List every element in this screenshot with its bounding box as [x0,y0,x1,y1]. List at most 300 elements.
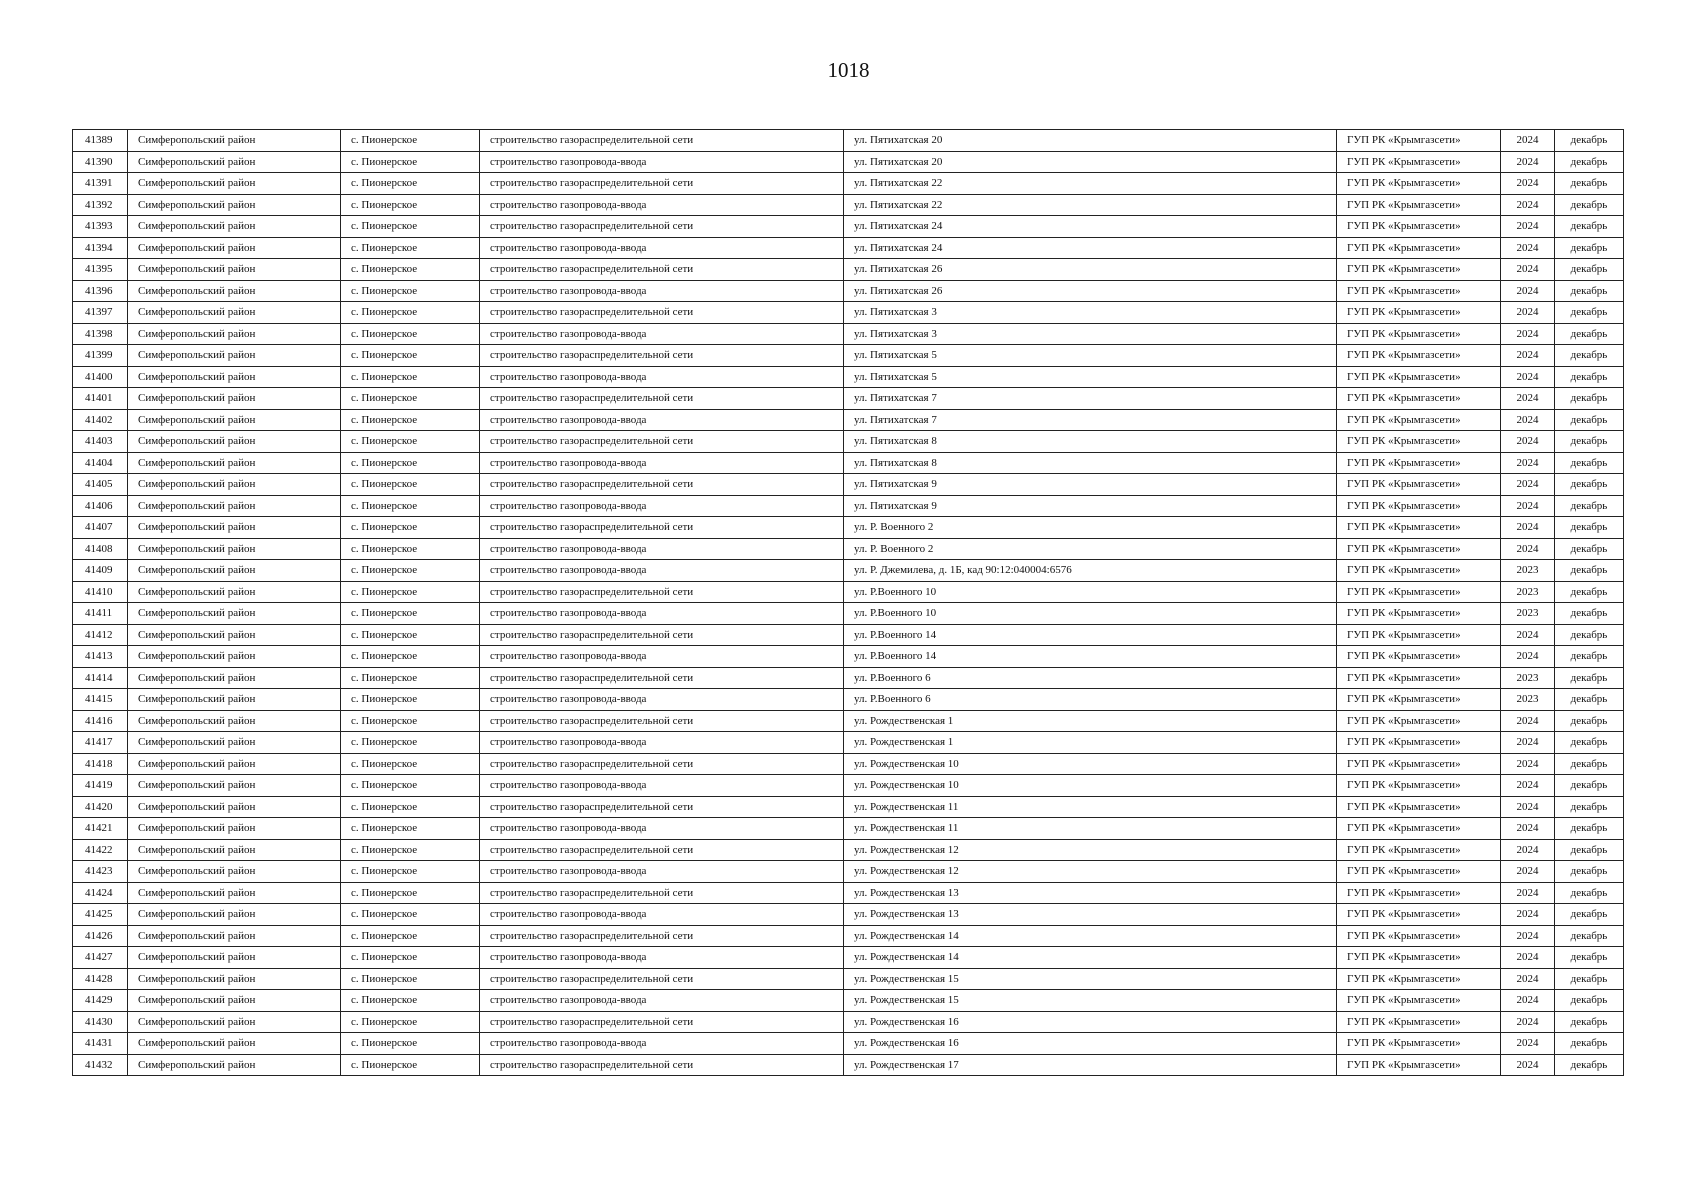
work-type-cell: строительство газораспределительной сети [480,882,844,904]
address-cell: ул. Р.Военного 10 [844,581,1337,603]
year-cell: 2024 [1501,839,1555,861]
year-cell: 2024 [1501,216,1555,238]
address-cell: ул. Пятихатская 3 [844,323,1337,345]
year-cell: 2024 [1501,861,1555,883]
district-cell: Симферопольский район [128,796,341,818]
row-number: 41421 [73,818,128,840]
settlement-cell: с. Пионерское [341,861,480,883]
organization-cell: ГУП РК «Крымгазсети» [1337,861,1501,883]
organization-cell: ГУП РК «Крымгазсети» [1337,990,1501,1012]
work-type-cell: строительство газопровода-ввода [480,237,844,259]
year-cell: 2024 [1501,388,1555,410]
month-cell: декабрь [1555,280,1624,302]
work-type-cell: строительство газораспределительной сети [480,517,844,539]
address-cell: ул. Рождественская 12 [844,861,1337,883]
table-row [73,538,1624,560]
table-row [73,474,1624,496]
work-type-cell: строительство газопровода-ввода [480,732,844,754]
table-row [73,517,1624,539]
row-number: 41389 [73,130,128,152]
settlement-cell: с. Пионерское [341,495,480,517]
month-cell: декабрь [1555,925,1624,947]
year-cell: 2024 [1501,323,1555,345]
row-number: 41415 [73,689,128,711]
year-cell: 2024 [1501,990,1555,1012]
address-cell: ул. Рождественская 16 [844,1033,1337,1055]
organization-cell: ГУП РК «Крымгазсети» [1337,689,1501,711]
address-cell: ул. Пятихатская 22 [844,173,1337,195]
settlement-cell: с. Пионерское [341,990,480,1012]
district-cell: Симферопольский район [128,345,341,367]
settlement-cell: с. Пионерское [341,581,480,603]
settlement-cell: с. Пионерское [341,1054,480,1076]
district-cell: Симферопольский район [128,603,341,625]
address-cell: ул. Рождественская 11 [844,796,1337,818]
organization-cell: ГУП РК «Крымгазсети» [1337,431,1501,453]
district-cell: Симферопольский район [128,839,341,861]
month-cell: декабрь [1555,560,1624,582]
organization-cell: ГУП РК «Крымгазсети» [1337,1033,1501,1055]
district-cell: Симферопольский район [128,538,341,560]
month-cell: декабрь [1555,689,1624,711]
address-cell: ул. Пятихатская 24 [844,216,1337,238]
settlement-cell: с. Пионерское [341,753,480,775]
table-row [73,1011,1624,1033]
work-type-cell: строительство газораспределительной сети [480,216,844,238]
year-cell: 2023 [1501,581,1555,603]
row-number: 41408 [73,538,128,560]
work-type-cell: строительство газораспределительной сети [480,710,844,732]
row-number: 41414 [73,667,128,689]
settlement-cell: с. Пионерское [341,431,480,453]
organization-cell: ГУП РК «Крымгазсети» [1337,1011,1501,1033]
district-cell: Симферопольский район [128,1054,341,1076]
organization-cell: ГУП РК «Крымгазсети» [1337,904,1501,926]
district-cell: Симферопольский район [128,732,341,754]
month-cell: декабрь [1555,1011,1624,1033]
year-cell: 2024 [1501,409,1555,431]
settlement-cell: с. Пионерское [341,796,480,818]
work-type-cell: строительство газораспределительной сети [480,345,844,367]
work-type-cell: строительство газораспределительной сети [480,753,844,775]
address-cell: ул. Рождественская 13 [844,882,1337,904]
address-cell: ул. Пятихатская 9 [844,495,1337,517]
month-cell: декабрь [1555,237,1624,259]
page-number: 1018 [827,58,870,82]
work-type-cell: строительство газопровода-ввода [480,280,844,302]
district-cell: Симферопольский район [128,990,341,1012]
settlement-cell: с. Пионерское [341,538,480,560]
table-row [73,495,1624,517]
row-number: 41418 [73,753,128,775]
year-cell: 2024 [1501,259,1555,281]
district-cell: Симферопольский район [128,431,341,453]
table-row [73,603,1624,625]
table-row [73,431,1624,453]
district-cell: Симферопольский район [128,130,341,152]
settlement-cell: с. Пионерское [341,710,480,732]
settlement-cell: с. Пионерское [341,474,480,496]
month-cell: декабрь [1555,495,1624,517]
organization-cell: ГУП РК «Крымгазсети» [1337,345,1501,367]
table-row [73,732,1624,754]
organization-cell: ГУП РК «Крымгазсети» [1337,775,1501,797]
district-cell: Симферопольский район [128,581,341,603]
month-cell: декабрь [1555,667,1624,689]
table-row [73,302,1624,324]
district-cell: Симферопольский район [128,495,341,517]
organization-cell: ГУП РК «Крымгазсети» [1337,474,1501,496]
settlement-cell: с. Пионерское [341,345,480,367]
row-number: 41407 [73,517,128,539]
district-cell: Симферопольский район [128,925,341,947]
district-cell: Симферопольский район [128,517,341,539]
work-type-cell: строительство газопровода-ввода [480,323,844,345]
table-row [73,366,1624,388]
district-cell: Симферопольский район [128,667,341,689]
organization-cell: ГУП РК «Крымгазсети» [1337,710,1501,732]
address-cell: ул. Р.Военного 14 [844,646,1337,668]
district-cell: Симферопольский район [128,560,341,582]
row-number: 41412 [73,624,128,646]
month-cell: декабрь [1555,732,1624,754]
row-number: 41396 [73,280,128,302]
row-number: 41400 [73,366,128,388]
row-number: 41397 [73,302,128,324]
work-type-cell: строительство газораспределительной сети [480,839,844,861]
organization-cell: ГУП РК «Крымгазсети» [1337,732,1501,754]
settlement-cell: с. Пионерское [341,388,480,410]
month-cell: декабрь [1555,775,1624,797]
work-type-cell: строительство газораспределительной сети [480,388,844,410]
district-cell: Симферопольский район [128,151,341,173]
work-type-cell: строительство газораспределительной сети [480,173,844,195]
table-row [73,710,1624,732]
year-cell: 2024 [1501,753,1555,775]
schedule-table [72,129,1624,1076]
settlement-cell: с. Пионерское [341,603,480,625]
work-type-cell: строительство газопровода-ввода [480,818,844,840]
address-cell: ул. Рождественская 11 [844,818,1337,840]
year-cell: 2024 [1501,1011,1555,1033]
month-cell: декабрь [1555,538,1624,560]
table-row [73,259,1624,281]
work-type-cell: строительство газораспределительной сети [480,581,844,603]
district-cell: Симферопольский район [128,710,341,732]
month-cell: декабрь [1555,345,1624,367]
district-cell: Симферопольский район [128,646,341,668]
month-cell: декабрь [1555,259,1624,281]
work-type-cell: строительство газораспределительной сети [480,796,844,818]
row-number: 41428 [73,968,128,990]
row-number: 41390 [73,151,128,173]
address-cell: ул. Пятихатская 5 [844,366,1337,388]
table-row [73,624,1624,646]
organization-cell: ГУП РК «Крымгазсети» [1337,560,1501,582]
row-number: 41430 [73,1011,128,1033]
work-type-cell: строительство газораспределительной сети [480,259,844,281]
month-cell: декабрь [1555,581,1624,603]
row-number: 41394 [73,237,128,259]
organization-cell: ГУП РК «Крымгазсети» [1337,667,1501,689]
row-number: 41406 [73,495,128,517]
settlement-cell: с. Пионерское [341,968,480,990]
table-row [73,280,1624,302]
year-cell: 2024 [1501,624,1555,646]
table-row [73,345,1624,367]
district-cell: Симферопольский район [128,882,341,904]
work-type-cell: строительство газораспределительной сети [480,925,844,947]
year-cell: 2024 [1501,796,1555,818]
month-cell: декабрь [1555,818,1624,840]
year-cell: 2024 [1501,302,1555,324]
work-type-cell: строительство газопровода-ввода [480,904,844,926]
month-cell: декабрь [1555,603,1624,625]
table-row [73,1054,1624,1076]
organization-cell: ГУП РК «Крымгазсети» [1337,925,1501,947]
settlement-cell: с. Пионерское [341,409,480,431]
table-row [73,753,1624,775]
year-cell: 2023 [1501,689,1555,711]
row-number: 41403 [73,431,128,453]
organization-cell: ГУП РК «Крымгазсети» [1337,1054,1501,1076]
settlement-cell: с. Пионерское [341,216,480,238]
work-type-cell: строительство газопровода-ввода [480,366,844,388]
address-cell: ул. Пятихатская 3 [844,302,1337,324]
month-cell: декабрь [1555,624,1624,646]
row-number: 41426 [73,925,128,947]
settlement-cell: с. Пионерское [341,452,480,474]
organization-cell: ГУП РК «Крымгазсети» [1337,259,1501,281]
organization-cell: ГУП РК «Крымгазсети» [1337,603,1501,625]
year-cell: 2024 [1501,882,1555,904]
row-number: 41432 [73,1054,128,1076]
table-row [73,1033,1624,1055]
work-type-cell: строительство газораспределительной сети [480,1011,844,1033]
work-type-cell: строительство газораспределительной сети [480,1054,844,1076]
work-type-cell: строительство газопровода-ввода [480,990,844,1012]
work-type-cell: строительство газораспределительной сети [480,667,844,689]
month-cell: декабрь [1555,1033,1624,1055]
address-cell: ул. Пятихатская 24 [844,237,1337,259]
district-cell: Симферопольский район [128,388,341,410]
address-cell: ул. Р.Военного 6 [844,667,1337,689]
district-cell: Симферопольский район [128,861,341,883]
address-cell: ул. Пятихатская 20 [844,130,1337,152]
organization-cell: ГУП РК «Крымгазсети» [1337,151,1501,173]
work-type-cell: строительство газораспределительной сети [480,302,844,324]
table-row [73,173,1624,195]
year-cell: 2024 [1501,452,1555,474]
month-cell: декабрь [1555,130,1624,152]
address-cell: ул. Р. Военного 2 [844,538,1337,560]
row-number: 41431 [73,1033,128,1055]
row-number: 41422 [73,839,128,861]
district-cell: Симферопольский район [128,173,341,195]
address-cell: ул. Рождественская 17 [844,1054,1337,1076]
table-row [73,323,1624,345]
district-cell: Симферопольский район [128,280,341,302]
row-number: 41410 [73,581,128,603]
address-cell: ул. Рождественская 1 [844,710,1337,732]
table-row [73,388,1624,410]
month-cell: декабрь [1555,947,1624,969]
address-cell: ул. Пятихатская 7 [844,409,1337,431]
month-cell: декабрь [1555,882,1624,904]
organization-cell: ГУП РК «Крымгазсети» [1337,173,1501,195]
district-cell: Симферопольский район [128,366,341,388]
month-cell: декабрь [1555,839,1624,861]
table-row [73,194,1624,216]
table-row [73,968,1624,990]
settlement-cell: с. Пионерское [341,839,480,861]
year-cell: 2024 [1501,173,1555,195]
row-number: 41420 [73,796,128,818]
year-cell: 2024 [1501,130,1555,152]
district-cell: Симферопольский район [128,452,341,474]
district-cell: Симферопольский район [128,1011,341,1033]
table-row [73,452,1624,474]
address-cell: ул. Рождественская 10 [844,775,1337,797]
district-cell: Симферопольский район [128,624,341,646]
organization-cell: ГУП РК «Крымгазсети» [1337,280,1501,302]
settlement-cell: с. Пионерское [341,517,480,539]
table-row [73,560,1624,582]
year-cell: 2023 [1501,603,1555,625]
organization-cell: ГУП РК «Крымгазсети» [1337,753,1501,775]
district-cell: Симферопольский район [128,409,341,431]
address-cell: ул. Рождественская 13 [844,904,1337,926]
year-cell: 2024 [1501,495,1555,517]
settlement-cell: с. Пионерское [341,775,480,797]
work-type-cell: строительство газопровода-ввода [480,603,844,625]
settlement-cell: с. Пионерское [341,560,480,582]
address-cell: ул. Рождественская 15 [844,990,1337,1012]
table-row [73,216,1624,238]
month-cell: декабрь [1555,990,1624,1012]
work-type-cell: строительство газопровода-ввода [480,947,844,969]
month-cell: декабрь [1555,388,1624,410]
district-cell: Симферопольский район [128,775,341,797]
year-cell: 2024 [1501,194,1555,216]
row-number: 41398 [73,323,128,345]
row-number: 41399 [73,345,128,367]
district-cell: Симферопольский район [128,302,341,324]
month-cell: декабрь [1555,968,1624,990]
year-cell: 2024 [1501,538,1555,560]
table-row [73,775,1624,797]
table-row [73,689,1624,711]
row-number: 41427 [73,947,128,969]
month-cell: декабрь [1555,173,1624,195]
row-number: 41391 [73,173,128,195]
address-cell: ул. Пятихатская 5 [844,345,1337,367]
year-cell: 2024 [1501,710,1555,732]
settlement-cell: с. Пионерское [341,882,480,904]
organization-cell: ГУП РК «Крымгазсети» [1337,818,1501,840]
work-type-cell: строительство газопровода-ввода [480,194,844,216]
row-number: 41402 [73,409,128,431]
year-cell: 2024 [1501,818,1555,840]
table-row [73,151,1624,173]
month-cell: декабрь [1555,431,1624,453]
district-cell: Симферопольский район [128,474,341,496]
address-cell: ул. Пятихатская 8 [844,431,1337,453]
address-cell: ул. Рождественская 16 [844,1011,1337,1033]
organization-cell: ГУП РК «Крымгазсети» [1337,323,1501,345]
address-cell: ул. Р.Военного 10 [844,603,1337,625]
table-row [73,839,1624,861]
month-cell: декабрь [1555,194,1624,216]
month-cell: декабрь [1555,904,1624,926]
month-cell: декабрь [1555,366,1624,388]
month-cell: декабрь [1555,753,1624,775]
table-row [73,882,1624,904]
district-cell: Симферопольский район [128,689,341,711]
row-number: 41413 [73,646,128,668]
month-cell: декабрь [1555,216,1624,238]
month-cell: декабрь [1555,409,1624,431]
year-cell: 2024 [1501,151,1555,173]
organization-cell: ГУП РК «Крымгазсети» [1337,130,1501,152]
organization-cell: ГУП РК «Крымгазсети» [1337,646,1501,668]
month-cell: декабрь [1555,796,1624,818]
address-cell: ул. Пятихатская 20 [844,151,1337,173]
organization-cell: ГУП РК «Крымгазсети» [1337,302,1501,324]
district-cell: Симферопольский район [128,1033,341,1055]
district-cell: Симферопольский район [128,259,341,281]
district-cell: Симферопольский район [128,194,341,216]
organization-cell: ГУП РК «Крымгазсети» [1337,538,1501,560]
address-cell: ул. Р. Джемилева, д. 1Б, кад 90:12:040004:6576 [844,560,1337,582]
settlement-cell: с. Пионерское [341,259,480,281]
address-cell: ул. Р.Военного 6 [844,689,1337,711]
organization-cell: ГУП РК «Крымгазсети» [1337,495,1501,517]
settlement-cell: с. Пионерское [341,818,480,840]
settlement-cell: с. Пионерское [341,925,480,947]
month-cell: декабрь [1555,710,1624,732]
row-number: 41425 [73,904,128,926]
work-type-cell: строительство газораспределительной сети [480,624,844,646]
organization-cell: ГУП РК «Крымгазсети» [1337,796,1501,818]
district-cell: Симферопольский район [128,237,341,259]
organization-cell: ГУП РК «Крымгазсети» [1337,237,1501,259]
organization-cell: ГУП РК «Крымгазсети» [1337,388,1501,410]
district-cell: Симферопольский район [128,947,341,969]
table-row [73,990,1624,1012]
work-type-cell: строительство газораспределительной сети [480,431,844,453]
table-row [73,818,1624,840]
row-number: 41401 [73,388,128,410]
year-cell: 2024 [1501,947,1555,969]
row-number: 41423 [73,861,128,883]
month-cell: декабрь [1555,151,1624,173]
row-number: 41416 [73,710,128,732]
table-row [73,581,1624,603]
table-row [73,237,1624,259]
settlement-cell: с. Пионерское [341,947,480,969]
organization-cell: ГУП РК «Крымгазсети» [1337,839,1501,861]
settlement-cell: с. Пионерское [341,194,480,216]
organization-cell: ГУП РК «Крымгазсети» [1337,968,1501,990]
year-cell: 2024 [1501,775,1555,797]
settlement-cell: с. Пионерское [341,667,480,689]
district-cell: Симферопольский район [128,818,341,840]
settlement-cell: с. Пионерское [341,904,480,926]
organization-cell: ГУП РК «Крымгазсети» [1337,366,1501,388]
organization-cell: ГУП РК «Крымгазсети» [1337,452,1501,474]
settlement-cell: с. Пионерское [341,130,480,152]
